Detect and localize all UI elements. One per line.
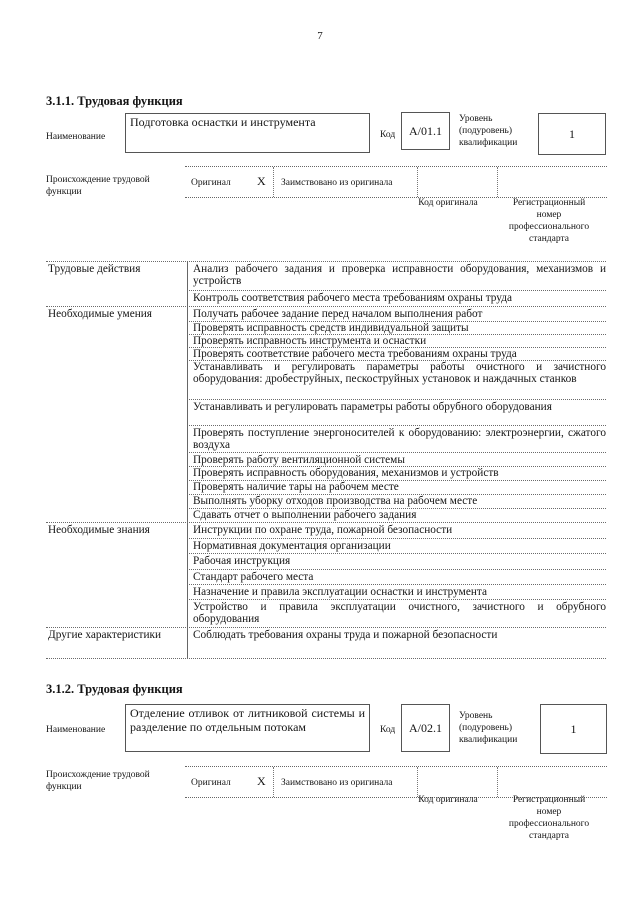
- other-label: Другие характеристики: [48, 629, 162, 641]
- knowledge-item: Стандарт рабочего места: [193, 571, 314, 583]
- row-line: [46, 627, 606, 628]
- row-line: [187, 569, 606, 570]
- knowledge-item: Рабочая инструкция: [193, 555, 291, 567]
- code-label: Код: [380, 725, 396, 735]
- borrowed-label: Заимствовано из оригинала: [281, 778, 393, 788]
- name-label: Наименование: [46, 132, 106, 142]
- action-item: Контроль соответствия рабочего места требованиям охраны труда: [193, 292, 512, 304]
- code-original-caption: Код оригинала: [418, 795, 478, 805]
- original-mark: X: [257, 774, 266, 788]
- skill-item: Проверять наличие тары на рабочем месте: [193, 481, 399, 493]
- knowledge-item: Назначение и правила эксплуатации оснастки и инструмента: [193, 586, 487, 598]
- skill-item: Устанавливать и регулировать параметры работы очистного и зачистного оборудования: дробеструйных, пескоструйных установок и наждачных станков: [193, 361, 606, 386]
- row-line: [46, 658, 606, 659]
- action-item: Анализ рабочего задания и проверка исправности оборудования, механизмов и устройств: [193, 263, 606, 288]
- labor-actions-label: Трудовые действия: [48, 263, 141, 275]
- skill-item: Проверять соответствие рабочего места требованиям охраны труда: [193, 348, 517, 360]
- function-name: Подготовка оснастки и инструмента: [125, 113, 370, 153]
- reg-number-caption: Регистрационный номер профессионального стандарта: [508, 198, 590, 244]
- row-line: [46, 261, 606, 262]
- row-line: [46, 522, 606, 523]
- knowledge-label: Необходимые знания: [48, 524, 150, 536]
- cell-divider: [497, 167, 498, 197]
- row-line: [187, 599, 606, 600]
- other-item: Соблюдать требования охраны труда и пожарной безопасности: [193, 629, 498, 641]
- qualification-level: 1: [540, 704, 607, 754]
- skill-item: Устанавливать и регулировать параметры работы обрубного оборудования: [193, 401, 552, 413]
- row-line: [187, 399, 606, 400]
- borrowed-label: Заимствовано из оригинала: [281, 178, 393, 188]
- original-label: Оригинал: [191, 178, 231, 188]
- row-line: [187, 584, 606, 585]
- row-line: [187, 290, 606, 291]
- row-line: [187, 425, 606, 426]
- skill-item: Получать рабочее задание перед началом выполнения работ: [193, 308, 483, 320]
- cell-divider: [497, 767, 498, 797]
- code-label: Код: [380, 130, 396, 140]
- function-code: А/02.1: [401, 704, 450, 752]
- reg-number-caption: Регистрационный номер профессионального стандарта: [508, 795, 590, 841]
- skill-item: Сдавать отчет о выполнении рабочего задания: [193, 509, 417, 521]
- skill-item: Проверять поступление энергоносителей к оборудованию: электроэнергии, сжатого воздуха: [193, 427, 606, 452]
- row-line: [187, 553, 606, 554]
- origin-label: Происхождение трудовой функции: [46, 770, 150, 792]
- skill-item: Выполнять уборку отходов производства на рабочем месте: [193, 495, 478, 507]
- name-label: Наименование: [46, 725, 106, 735]
- cell-divider: [417, 167, 418, 197]
- skill-item: Проверять исправность инструмента и оснастки: [193, 335, 427, 347]
- section-title: 3.1.1. Трудовая функция: [46, 94, 183, 108]
- knowledge-item: Инструкции по охране труда, пожарной безопасности: [193, 524, 453, 536]
- skill-item: Проверять исправность средств индивидуальной защиты: [193, 322, 469, 334]
- section-title: 3.1.2. Трудовая функция: [46, 682, 183, 696]
- knowledge-item: Нормативная документация организации: [193, 540, 391, 552]
- original-mark: X: [257, 174, 266, 188]
- row-line: [187, 538, 606, 539]
- row-line: [46, 306, 606, 307]
- knowledge-item: Устройство и правила эксплуатации очистного, зачистного и обрубного оборудования: [193, 601, 606, 626]
- row-line: [187, 452, 606, 453]
- cell-divider: [273, 167, 274, 197]
- skill-item: Проверять работу вентиляционной системы: [193, 454, 405, 466]
- cell-divider: [417, 767, 418, 797]
- origin-label: Происхождение трудовой функции: [46, 175, 150, 197]
- page-number: 7: [317, 30, 323, 42]
- cell-divider: [273, 767, 274, 797]
- skills-label: Необходимые умения: [48, 308, 152, 320]
- function-name: Отделение отливок от литниковой системы и разделение по отдельным потокам: [125, 704, 370, 752]
- origin-row: [185, 166, 607, 198]
- skill-item: Проверять исправность оборудования, механизмов и устройств: [193, 467, 499, 479]
- level-label: Уровень (подуровень) квалификации: [459, 711, 518, 745]
- qualification-level: 1: [538, 113, 606, 155]
- level-label: Уровень (подуровень) квалификации: [459, 114, 518, 148]
- function-table: [46, 261, 606, 661]
- original-label: Оригинал: [191, 778, 231, 788]
- function-code: А/01.1: [401, 112, 450, 150]
- code-original-caption: Код оригинала: [418, 198, 478, 208]
